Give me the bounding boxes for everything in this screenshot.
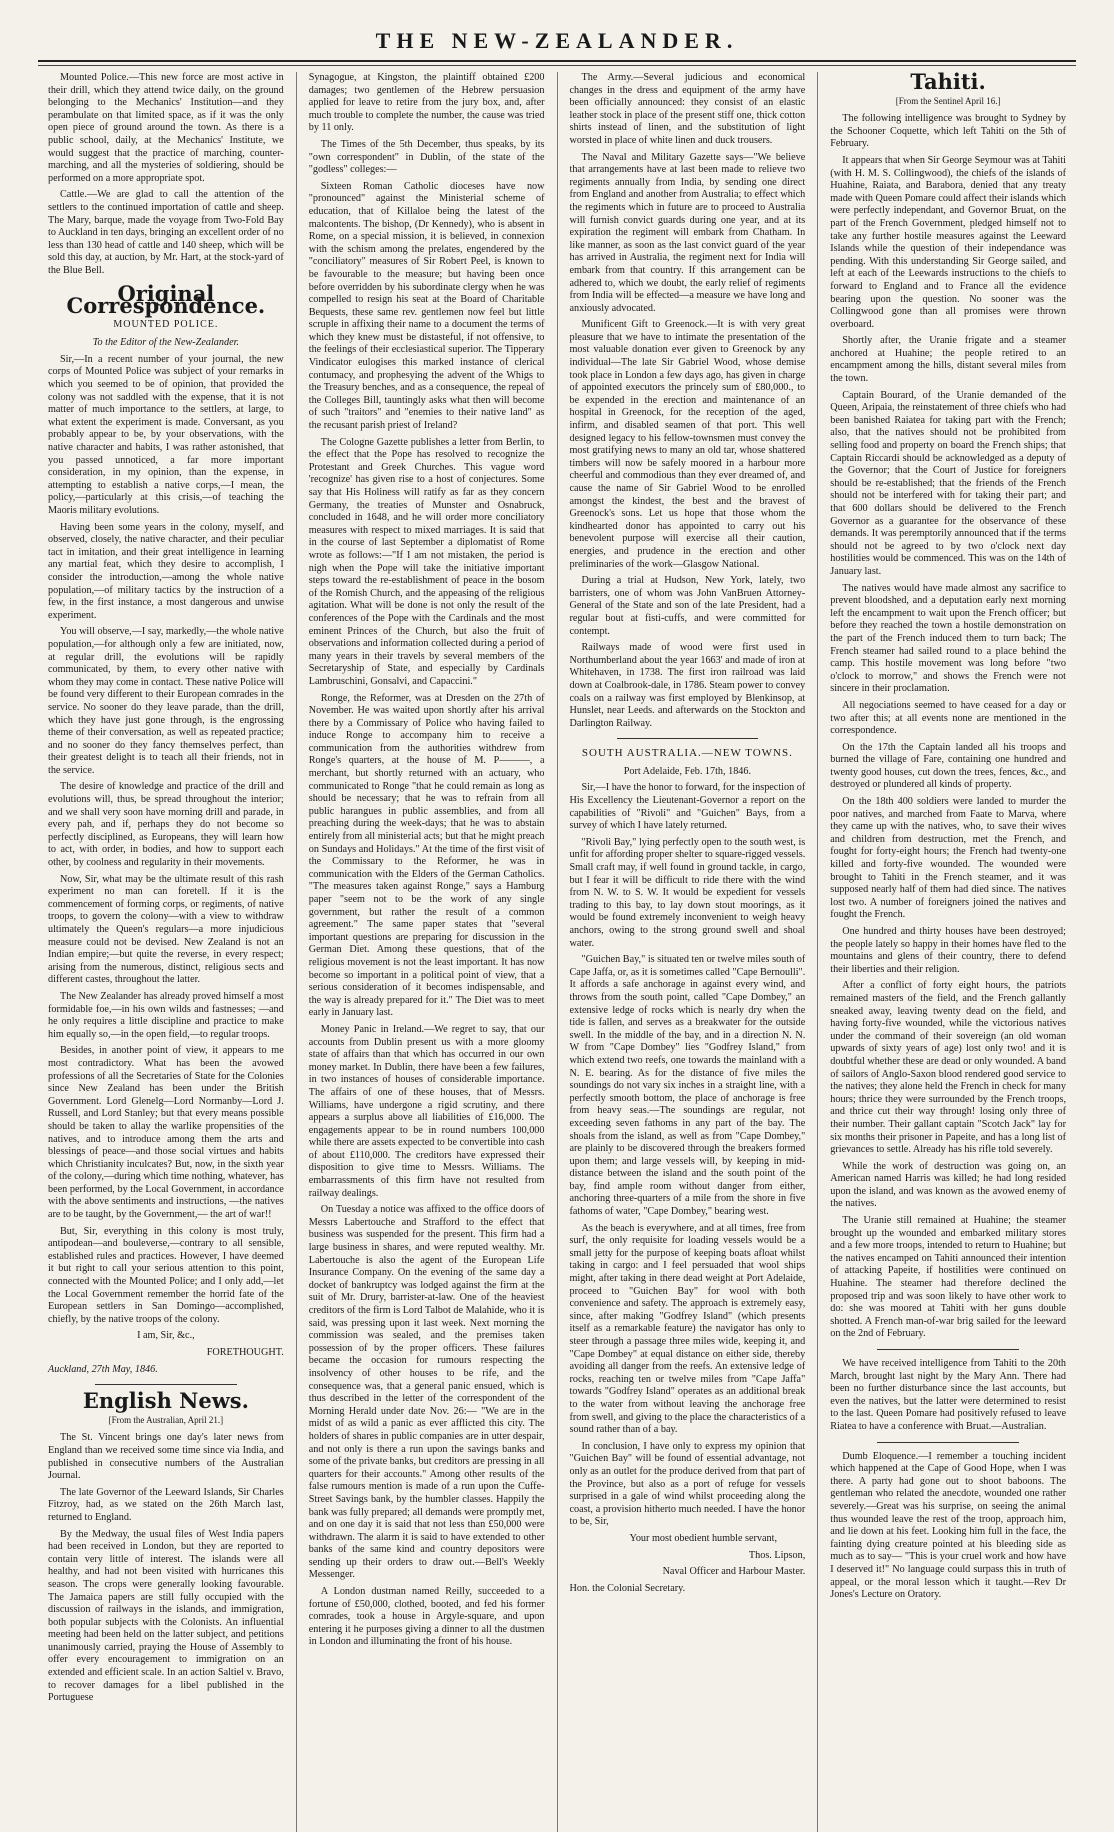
letter-paragraph: The New Zealander has already proved himself a most formidable foe,—in his own wilds and fastnesses; —and he only requires a little discipline and practice to make him equally so,—in the open field,—to regular troops.	[48, 990, 284, 1040]
dateline: Port Adelaide, Feb. 17th, 1846.	[623, 765, 752, 777]
letter-paragraph: The desire of knowledge and practice of the drill and evolutions will, thus, be spread throughout the interior; and we shall very soon have morning drill and parade, in every pah, and if, perhaps they do not become so perfectly disciplined, as Europeans, they will learn how to act, with order, in bodies, and how to support each other, by coolness and regularity in their movements.	[48, 781, 284, 869]
column-2	[297, 72, 558, 1832]
news-paragraph: Money Panic in Ireland.—We regret to say, that our accounts from Dublin present us with a more gloomy state of affairs than that which has occurred in our own money market. In Dublin, there have been a few failures, in two instances of houses of considerable importance. The affairs of one of these houses, that of Messrs. Williams, have undergone a rigid scrutiny, and there appears a surplus above all liabilities of £16,000. The engagements appear to be in round numbers 100,000 while there are assets expected to be convertible into cash of about £110,000. The creditors have expressed their disposition to give time to Messrs. Williams. The embarrassments of this firm have not resulted from railway dealings.	[308, 1023, 545, 1199]
letter-date: Auckland, 27th May, 1846.	[48, 1363, 158, 1375]
letter-closing: I am, Sir, &c.,	[137, 1330, 195, 1342]
report-paragraph: In conclusion, I have only to express my opinion that "Guichen Bay" will be found of essential advantage, not only as an outlet for the produce derived from that part of the Province, but also as a port of refuge for vessels surprised in a gale of wind whilst proceeding along the coast, a provision hitherto much needed. I have the honor to be, Sir,	[569, 1440, 806, 1528]
news-paragraph: It appears that when Sir George Seymour was at Tahiti (with H. M. S. Collingwood), the chiefs of the islands of Huahine, Raiata, and Barabora, denied that any treaty made with Queen Pomare could affect their islands which were perfectly independant, and Governor Bruat, on the part of the French Government, pledged himself not to take any further hostile measures against the Leeward Islands while the question of their independance was pending. With this understanding Sir George sailed, and left at each of the Leewards instructions to the chiefs to forward to England and to France all the evidence bearing upon the question. No sooner was the Collingwood gone than all promises were thrown overboard.	[830, 154, 1066, 330]
news-paragraph: The Naval and Military Gazette says—"We believe that arrangements have at last been made to relieve two regiments annually from India, by sending one direct from England and another from Australia; to effect which the regiments which in future are to proceed to Australia will furnish convict guards during one year, and at its expiration the regiment will embark from Chatham. In like manner, as soon as the last convict guard of the year has arrived in Australia, the regiment next for India will embark from that country. If this arrangement can be adhered to, which we doubt, the early relief of regiments from India will be effected—a measure we have long and anxiously advocated.	[569, 151, 806, 314]
news-paragraph: The late Governor of the Leeward Islands, Sir Charles Fitzroy, had, as we stated on the 26th March last, returned to England.	[48, 1486, 284, 1523]
columns	[36, 72, 1078, 1832]
source-note: [From the Australian, April 21.]	[108, 1414, 224, 1425]
news-paragraph: During a trial at Hudson, New York, lately, two barristers, one of whom was John VanBruen Attorney-General of the State and son of the late President, had a regular bout at fisti-cuffs, and were committed for contempt.	[569, 575, 806, 637]
news-paragraph: Sixteen Roman Catholic dioceses have now "pronounced" against the Ministerial scheme of education, that of Killaloe being the latest of the malcontents. The bishop, (Dr Kennedy), who is absent in Rome, on a special mission, it is believed, in connexion with the schism among the prelates, engendered by the "conciliatory" measures of Sir Robert Peel, is known to be favourable to the measure; but having been once before overridden by his subordinate clergy when he was compelled to resign his seat at the Board of Charitable Bequests, these same rev. gentlemen now feel but little scruple in affixing their name to a document the terms of which they knew must be distasteful, if not offensive, to the feelings of their ecclesiastical superior. The Tipperary Vindicator eulogises this marked instance of clerical contumacy, and prophesying the advent of the Whigs to the Treasury benches, and as a consequence, the repeal of the Colleges Bill, tauntingly asks what then will become of such "traitors" and "enemies to their native land" as the recusant parish priest of Ireland?	[308, 180, 545, 432]
news-paragraph: On Tuesday a notice was affixed to the office doors of Messrs Labertouche and Strafford to the effect that business was suspended for the present. This firm had a large business in shares, and were reputed wealthy. Mr. Labertouche is also the agent of the European Life Insurance Company. On the evening of the same day a docket of bankruptcy was lodged against the firm at the suit of Mr. Drury, barrister-at-law. One of the heaviest creditors of the firm is Lord Talbot de Malahide, who it is said, was pressing upon it last week. Next morning the commission was sealed, and the premises taken possession of by the proper officers. These failures became the occasion for rumours respecting the insolvency of other houses to be rife, and the consequence was, that a general panic ensued, which is thus described in the letter of the correspondent of the Morning Herald under date Nov. 26:— "We are in the midst of as wild a panic as ever afflicted this city. The holders of shares in public companies are in utter despair, and not only is there a run upon the savings banks and some of the private banks, but creditors are pressing in all quarters for their accounts." Among other results of the false rumours mention is made of a run upon the Cuffe-Street Savings bank, by the humbler classes. Happily the bank was fully prepared; all demands were promptly met, and on one day it is said that not less than £50,000 were withdrawn. The alarm it is said to have extended to other banks of the same kind and country depositors were sending up their orders to draw out.—Bell's Weekly Messenger.	[308, 1204, 545, 1581]
letter-signature: FORETHOUGHT.	[206, 1347, 284, 1358]
news-paragraph: Shortly after, the Uranie frigate and a steamer anchored at Huahine; the people retired to an encampment among the hills, distant several miles from the town.	[830, 335, 1066, 385]
column-4	[818, 72, 1078, 1832]
report-paragraph: As the beach is everywhere, and at all times, free from surf, the only requisite for loading vessels would be a small jetty for the purpose of keeping boats afloat whilst taking in cargo: and I feel persuaded that wool ships might, after taking in there dead weight at Port Adelaide, proceed to "Guichen Bay" for wool with both convenience and safety. The approach is extremely easy, since, after making "Godfrey Island" (which presents itself as a remarkable feature) the navigator has only to steer through a passage three miles wide, keeping it, and "Cape Dombey" at equal distance on either side, thereby avoiding all danger from the reefs. An extensive ledge of rocks, reaching ten or twelve miles from "Cape Jaffa" towards "Godfrey Island" operates as an additional break to the water from without leaving the anchorage free from swell, and giving to the place the characteristics of a sound rather than of a bay.	[569, 1222, 806, 1436]
news-paragraph: All negociations seemed to have ceased for a day or two after this; at all events none are mentioned in the correspondence.	[830, 699, 1066, 737]
letter-paragraph: Having been some years in the colony, myself, and observed, closely, the native character, and their peculiar tact in imitation, and their great intelligence in learning any martial feat, which they desire to accomplish, I consider the introduction,—among the whole native population,—of military tactics by the instruction of a few, in the first instance, a most dangerous and unwise experiment.	[48, 521, 284, 621]
report-signature: Thos. Lipson,	[748, 1549, 806, 1561]
news-paragraph: The following intelligence was brought to Sydney by the Schooner Coquette, which left Tahiti on the 5th of February.	[830, 113, 1066, 150]
news-paragraph: One hundred and thirty houses have been destroyed; the people lately so happy in their homes have fled to the mountains and glens of their country, there to defend their liberties and their religion.	[830, 926, 1066, 975]
report-signature-title: Naval Officer and Harbour Master.	[662, 1566, 806, 1578]
news-paragraph: The Cologne Gazette publishes a letter from Berlin, to the effect that the Pope has resolved to recognize the Protestant and Greek Churches. This vague word 'recognize' has given rise to a host of conjectures. Some say that His Holiness will ratify as far as they concern Germany, the treaties of Munster and Osnabruck, concluded in 1648, and he will order more conciliatory measures with respect to mixed marriages. It is said that in the course of last September a diplomatist of Rome wrote as follows:—"If I am not mistaken, the period is nigh when the Pope will take the initiative important steps toward the re-establishment of peace in the bosom of the Romish Church, and the appeasing of the religious agitation. What will be done is not only the result of the conferences of the Pope with the Cardinals and the most eminent Princes of the Church, but also the fruit of observations and information collected during a period of many years in their travels by several members of the Secretaryship of State, and especially by Cardinals Lambruschini, Gonsalvi, and Capaccini."	[308, 436, 545, 687]
column-1	[36, 72, 297, 1832]
section-heading-tahiti: Tahiti.	[910, 72, 986, 94]
news-paragraph: Railways made of wood were first used in Northumberland about the year 1663' and made of iron at Whitehaven, in 1738. The first iron railroad was laid down at Coalbrook-dale, in 1786. Steam power to convey coals on a railway was first employed by Blenkinsop, at Hunslet, near Leeds. and afterwards on the Stockton and Darlington Railway.	[569, 642, 806, 729]
letter-title: MOUNTED POLICE.	[113, 318, 219, 330]
report-paragraph: "Rivoli Bay," lying perfectly open to the south west, is unfit for affording proper shelter to square-rigged vessels. Small craft may, if well found in ground tackle, in cargo, but I fear it will be difficult to ride there with the wind from N. W. to S. W. It would be expedient for vessels trading to this bay, to lay down stout moorings, as it would be found extremely inconvenient to weigh heavy anchors, owing to the strong ground swell and shoal water.	[569, 836, 806, 949]
masthead-rule	[38, 60, 1076, 62]
divider	[877, 1442, 1018, 1443]
section-heading-english-news: English News.	[82, 1388, 249, 1414]
letter-paragraph: Besides, in another point of view, it appears to me most contradictory. What has been the avowed professions of all the Secretaries of State for the Colonies since New Zealand has been under the British Government. Lord Glenelg—Lord Normanby—Lord J. Russell, and Lord Stanley; but that every means possible should be taken to allay the warlike propensities of the natives, and to introduce among them the arts and blessings of peace—and those social virtues and habits which Christianity inculcates? But, now, in the sixth year of the colony,—during which time nothing, whatever, has been performed, by the Local Government, in accordance with the above sentiments and instructions, —the natives are to be taught, by the Government,— the art of war!!	[48, 1045, 284, 1221]
news-paragraph: A London dustman named Reilly, succeeded to a fortune of £50,000, clothed, booted, and fed his former comrades, took a house in Argyle-square, and upon entering it he purposes giving a dinner to all the dustmen in London and illuminating the front of his house.	[308, 1586, 545, 1648]
news-paragraph: Dumb Eloquence.—I remember a touching incident which happened at the Cape of Good Hope, when I was there. A party had gone out to shoot baboons. The gentleman who related the anecdote, wounded one rather severely.—Great was his surprise, on seeing the animal thus wounded leave the rest of the troop, approach him, and lie down at his feet. Looking him full in the face, the fainting dying creature pointed at his bleeding side as much as to say— "This is your cruel work and how have I deserved it!" No language could surpass this in truth of appeal, or the moral lesson which it taught.—Rev Dr Jones's Lecture on Oratory.	[830, 1450, 1066, 1601]
news-paragraph: The Uranie still remained at Huahine; the steamer brought up the wounded and embarked military stores and a few more troops, intended to return to Huahine; but the natives encamped on Tahiti announced their intention of attacking Papeite, if hostilities were continued on Huahine. The steamer had therefore declined the proposed trip and was soon likely to have other work to do: she was moored at Tahiti with her guns double shotted. A French man-of-war brig sailed for the leeward on the 2nd of February.	[830, 1215, 1066, 1340]
news-paragraph: While the work of destruction was going on, an American named Harris was killed; he had long resided upon the island, and was known as the avowed enemy of the natives.	[830, 1160, 1066, 1210]
news-paragraph: Captain Bourard, of the Uranie demanded of the Queen, Aripaia, the reinstatement of three chiefs who had been banished Raiatea for taking part with the French; also, that the natives should not be prohibited from selling food and property on board the French ships; that Captain Riccardi should be acknowledged as a deputy of the Governor; that the Court of Justice for foreigners should be re-established; that the friends of the French should not be interfered with for taking their part; and that 600 dollars should be delivered to the French Governor as a guarantee for the observance of these demands. It was peremptorily announced that if the terms should not be agreed to by two o'clock next day hostilities would be commenced. This was on the 14th of January last.	[830, 389, 1066, 577]
news-paragraph: The Times of the 5th December, thus speaks, by its "own correspondent" in Dublin, of the state of the "godless" colleges:—	[308, 138, 545, 176]
source-note: [From the Sentinel April 16.]	[895, 95, 1001, 106]
section-heading-south-australia: SOUTH AUSTRALIA.—NEW TOWNS.	[581, 747, 793, 760]
article-cattle: Cattle.—We are glad to call the attention of the settlers to the continued importation of cattle and sheep. The Mary, barque, made the voyage from Two-Fold Bay to Auckland in ten days, bringing an excellent order of no less than 130 head of cattle and 140 sheep, which will be sold this day, at auction, by Mr. Hart, at the stock-yard of the Blue Bell.	[48, 189, 284, 276]
news-paragraph: On the 17th the Captain landed all his troops and burned the village of Fare, containing one hundred and twenty good houses, cut down the trees, fences, &c., and destroyed or plundered all kinds of property.	[830, 741, 1066, 791]
masthead: THE NEW-ZEALANDER.	[375, 28, 739, 53]
news-paragraph: The St. Vincent brings one day's later news from England than we received some time since via India, and published in consecutive numbers of the Australian Journal.	[48, 1432, 284, 1482]
letter-paragraph: But, Sir, everything in this colony is most truly, antipodean—and bouleverse,—contrary to all sensible, established rules and practices. However, I have deemed it but right to call your serious attention to this point, connected with the Mounted Police; and I only add,—let the Local Government remember the horrid fate of the European settlers in San Domingo—accomplished, chiefly, by the native troops of the colony.	[48, 1225, 284, 1325]
divider	[95, 1384, 236, 1385]
news-paragraph: Munificent Gift to Greenock.—It is with very great pleasure that we have to intimate the presentation of the most valuable donation ever given to Greenock by any individual—The late Sir Gabriel Wood, whose demise took place in London a few days ago, has given in charge of appointed executors the princely sum of £80,000., to be expended in the erection and maintenance of an hospital in Greenock, for the reception of the aged, infirm, and disabled seamen of that port. This well designed legacy to his fellow-townsmen must convey the most gratifying news to many an old tar, whose shattered timbers will now be safely moored in a harbour more cheerful and commodious than they ever dreamed of, and cause the name of Sir Gabriel Wood to be enrolled amongst the kindest, the best and the bravest of Greenock's sons. Let us hope that those whom the kindhearted donor has appointed to carry out his benevolent purpose will exercise all their caution, energies, and prudence in the erection and other preliminaries of the work—Glasgow National.	[569, 319, 806, 570]
column-3	[558, 72, 819, 1832]
news-paragraph: Synagogue, at Kingston, the plaintiff obtained £200 damages; two gentlemen of the Hebrew persuasion applied for leave to retire from the jury box, and, after much trouble to complete the number, the cause was tried by 11 only.	[308, 72, 545, 134]
news-paragraph: On the 18th 400 soldiers were landed to murder the poor natives, and marched from Faate to Marva, where they came up with the natives, who, to save their wives and children from destruction, met the French, and fought for forty-eight hours; the French had twenty-one killed and forty-five wounded. The wounded were brought to Tahiti in the French steamer, and it was supposed nearly half of them had died since. The natives lost two. A number of foreigners joined the natives and fought the French.	[830, 796, 1066, 921]
letter-paragraph: Now, Sir, what may be the ultimate result of this rash experiment no man can foretell. If it is the commencement of forming corps, or regiments, of native troops, to govern the colony—with a view to withdraw ultimately the Queen's regulars—a more injudicious measure could not be devised. New Zealand is not an Indian empire;—but quite the reverse, in every respect; arising from the numerous, distinct, religious sects and different castes, throughout the latter.	[48, 873, 284, 986]
divider	[617, 738, 758, 739]
report-addressee: Hon. the Colonial Secretary.	[569, 1582, 686, 1594]
report-closing: Your most obedient humble servant,	[629, 1532, 778, 1544]
section-heading-original-correspondence: Original Correspondence.	[66, 280, 266, 319]
news-paragraph: We have received intelligence from Tahiti to the 20th March, brought last night by the Mary Ann. There had been no further disturbance since the last accounts, but even the natives, but the latter were determined to resist to the last. Queen Pomare had positively refused to leave Riatea to have a conference with Bruat.—Australian.	[830, 1358, 1066, 1432]
letter-paragraph: You will observe,—I say, markedly,—the whole native population,—for although only a few are initiated, now, at regular drill, the evolutions will be rapidly communicated, by them, to every other native with whom they may come in contact. These native Police will be found very different to their European comrades in the service. No sooner do they leave parade, than the drill, which they have just gone through, is the engrossing theme of their conversation, as well as repeated practice; and no sooner do they fancy themselves perfect, than their greatest delight is to teach all their friends, not in the service.	[48, 626, 284, 776]
report-paragraph: Sir,—I have the honor to forward, for the inspection of His Excellency the Lieutenant-Governor a report on the capabilities of "Rivoli" and "Guichen" Bays, from a survey of which I have lately returned.	[569, 782, 806, 832]
letter-paragraph: Sir,—In a recent number of your journal, the new corps of Mounted Police was subject of your remarks in which you seemed to be of opinion, that provided the colony was not saddled with the expense, that it is not matter of much importance to the settlers, at large, to what extent the experiment is made. Conversant, as you probably appear to be, by your observations, with the native character and habits, I was rather astonished, that you passed unnoticed, a far more important consideration, in my opinion, than the expense, in attempting to establish a native corps,—I mean, the policy,—particularly at this crisis,—of teaching the Maoris military evolutions.	[48, 353, 284, 516]
letter-address: To the Editor of the New-Zealander.	[92, 337, 239, 349]
masthead-rule-thin	[38, 65, 1076, 66]
news-paragraph: Ronge, the Reformer, was at Dresden on the 27th of November. He was waited upon shortly after his arrival there by a Commissary of Police who having failed to induce Ronge to accompany him to receive a communication from the authorities withdrew from Ronge's quarters, at the house of M. P———, a merchant, but shortly returned with an actuary, who communicated to Ronge "that he could remain as long as should be necessary; that he was to refrain from all public harangues in public assemblies, and from all preaching during the week-days; that he was to abstain entirely from all ministerial acts; but that he might preach on Sundays and Holidays." At the time of the first visit of the Commissary to the Reformer, he was in communication with the Elders of the German Catholics. "The measures taken against Ronge," says a Hamburg paper "seem not to be the work of any single government, but rather the result of a common agreement." The same paper states that "several important questions are preparing for discussion in the German Diet. Among these questions, that of the religious movement is not the least important. It has now become so important in a political point of view, that a serious consideration of it becomes indispensable, and the way is already prepared for it." The Diet was to meet early in January last.	[308, 692, 545, 1019]
news-paragraph: By the Medway, the usual files of West India papers had been received in London, but they are reported to contain very little of interest. The islands were all healthy, and had not been visited with hurricanes this season. The crops were generally looking favourable. The Jamaica papers are still fully occupied with the discussion of railways in the islands, and immigration, both popular subjects with the Colonists. An influential meeting had been held on the latter subject, and petitions unanimously carried, praying the House of Assembly to offer every encouragement to immigration on an extended and efficient scale. In an action Saltiel v. Bravo, to recover damages for a libel published in the Portuguese	[48, 1528, 284, 1704]
news-paragraph: After a conflict of forty eight hours, the patriots remained masters of the field, and the French gallantly sneaked away, leaving twenty dead on the field, and having forty-five wounded, while the victorious natives under the command of their sovereign (an old woman upwards of sixty years of age) lost only two! and it is doubtful whether these are dead or only wounded. A band of sailors of Anglo-Saxon blood rendered good service to the natives; they alone held the French in check for many hours; thrice they were surrounded by the French troops, and thrice cut their way through! losing only three of their number. Their gallant captain "Scotch Jack" lay for six months their prisoner in Papeite, and has a long list of grievances to settle. Already has his rifle told severely.	[830, 980, 1066, 1156]
report-paragraph: "Guichen Bay," is situated ten or twelve miles south of Cape Jaffa, or, as it is sometimes called "Cape Bernoulli". It affords a safe anchorage in against every wind, and throws from the south point, called "Cape Dombey," an extensive ledge of rocks which is nearly dry when the tide is fallen, and serves as a breakwater for the outside swell. In the middle of the bay, and in a direction N. N. W from "Cape Dombey" lies "Godfrey Island," from which extend two reefs, one towards the mainland with a N. E. bearing. As for the distance of five miles the soundings do not vary six inches in a straight line, with a perfectly smooth bottom, the place of anchorage is free from heavy seas.—The soundings are regular, not exceeding seven fathoms in any part of the bay. The shoals from the island, as well as from "Cape Dombey," are plainly to be discovered through the breakers formed upon them; and large vessels will, by keeping in mid-distance between the island and the south point of the bay, find ample room without danger from either, anchoring three-quarters of a mile from the shore in five fathoms of water, "Cape Dombey," bearing west.	[569, 954, 806, 1218]
article-mounted-police-note: Mounted Police.—This new force are most active in their drill, which they attend twice daily, on the ground belonging to the Mechanics' Institution—and they perambulate on that limited space, as if it was the only open piece of ground around the town. As there is a public school, daily, at the Mechanics' Institute, we would suggest that the practice of marching, counter-marching, and all the mysteries of soldiering, should be performed on a more appropriate spot.	[48, 72, 284, 184]
divider	[877, 1349, 1018, 1350]
news-paragraph: The natives would have made almost any sacrifice to prevent bloodshed, and a deputation early next morning left the encampment to wait upon the French officer; but before they reached the town a hostile demonstration on the part of the French induced them to turn back; The French steamer had sailed round to a place behind the camp. This hostile movement was long before "two o'clock to morrow," and shows the French were not sincere in their proclamation.	[830, 582, 1066, 695]
news-paragraph: The Army.—Several judicious and economical changes in the dress and equipment of the army have been officially announced: they consist of an elastic leather stock in place of the present stiff one, thick cotton shirts instead of linen, and the substitution of light worsted in place of white linen and duck trousers.	[569, 72, 806, 146]
